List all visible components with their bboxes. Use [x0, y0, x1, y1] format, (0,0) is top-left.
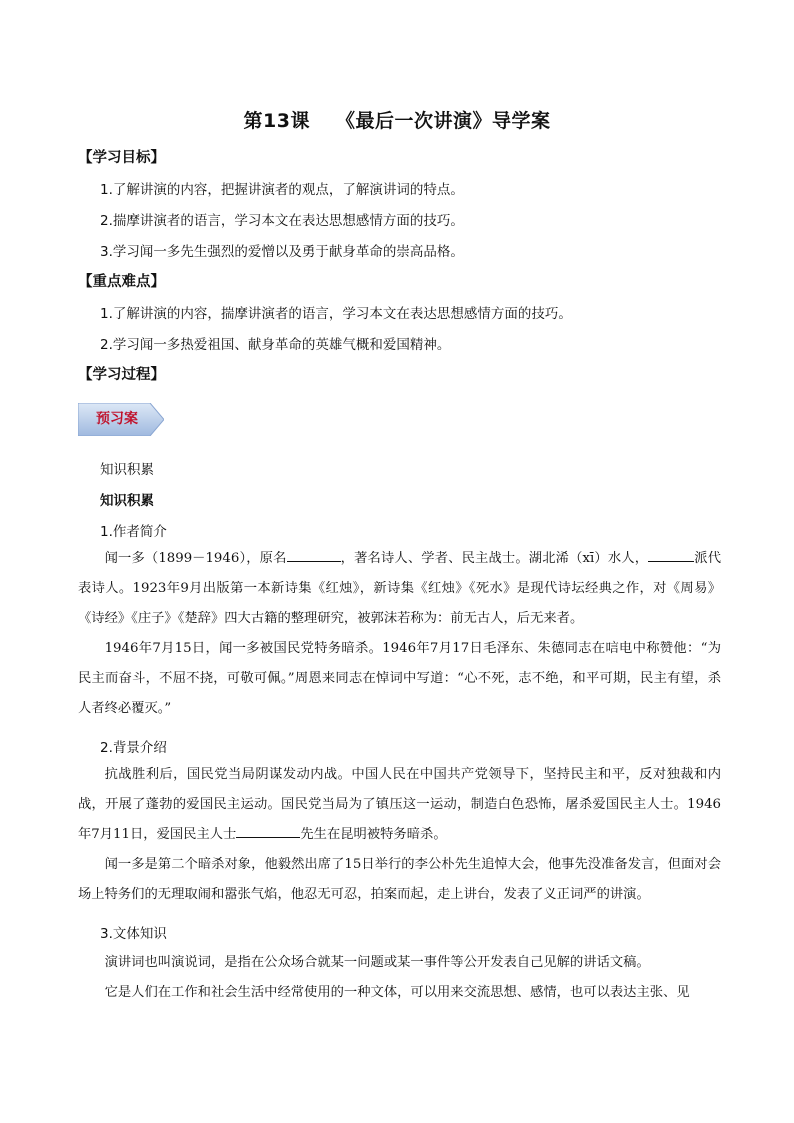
genre-paragraph-2: 它是人们在工作和社会生活中经常使用的一种文体，可以用来交流思想、感情，也可以表达主张、见	[104, 985, 690, 1000]
goal-item-3: 3.学习闻一多先生强烈的爱憎以及勇于献身革命的崇高品格。	[100, 244, 464, 260]
blank-original-name	[287, 547, 341, 562]
author-heading: 1.作者简介	[100, 524, 167, 540]
blank-murdered-person	[236, 823, 300, 838]
genre-section	[78, 948, 721, 1008]
author-paragraph-2: 1946年7月15日，闻一多被国民党特务暗杀。1946年7月17日毛泽东、朱德同志在唁电中称赞他：“为民主而奋斗，不屈不挠，可敬可佩。”周恩来同志在悼词中写道：“心不死，志不绝，和平可期，民主有望，杀人者终必覆灭。”	[78, 641, 721, 716]
lesson-number: 第13课	[243, 110, 310, 132]
blank-poetry-school	[648, 547, 694, 562]
background-paragraph-2: 闻一多是第二个暗杀对象，他毅然出席了15日举行的李公朴先生追悼大会，他事先没准备发言，但面对会场上特务们的无理取闹和嚣张气焰，他忍无可忍，拍案而起，走上讲台，发表了义正词严的讲演。	[78, 857, 721, 902]
keypoints-heading: 【重点难点】	[78, 274, 165, 290]
keypoint-item-1: 1.了解讲演的内容，揣摩讲演者的语言，学习本文在表达思想感情方面的技巧。	[100, 306, 572, 322]
keypoint-item-2: 2.学习闻一多热爱祖国、献身革命的英雄气概和爱国精神。	[100, 337, 451, 353]
author-section	[78, 544, 721, 724]
genre-heading: 3.文体知识	[100, 926, 167, 942]
background-section	[78, 760, 721, 910]
knowledge-title-bold: 知识积累	[100, 493, 154, 509]
genre-paragraph-1: 演讲词也叫演说词，是指在公众场合就某一问题或某一事件等公开发表自己见解的讲话文稿。	[104, 955, 650, 970]
preview-tag	[78, 403, 164, 436]
background-heading: 2.背景介绍	[100, 740, 167, 756]
page-title	[0, 106, 794, 133]
knowledge-title: 知识积累	[100, 462, 154, 478]
lesson-name: 《最后一次讲演》导学案	[335, 110, 551, 132]
goals-heading: 【学习目标】	[78, 150, 165, 166]
goal-item-2: 2.揣摩讲演者的语言，学习本文在表达思想感情方面的技巧。	[100, 213, 464, 229]
process-heading: 【学习过程】	[78, 367, 165, 383]
goal-item-1: 1.了解讲演的内容，把握讲演者的观点，了解演讲词的特点。	[100, 182, 464, 198]
preview-tag-label: 预习案	[96, 411, 138, 427]
background-paragraph-1: 抗战胜利后，国民党当局阴谋发动内战。中国人民在中国共产党领导下，坚持民主和平，反对独裁和内战，开展了蓬勃的爱国民主运动。国民党当局为了镇压这一运动，制造白色恐怖，屠杀爱国民主人士。1946年7月11日，爱国民主人士 先生在昆明被特务暗杀。	[78, 767, 721, 842]
author-paragraph-1: 闻一多（1899－1946），原名 ，著名诗人、学者、民主战士。湖北浠（xī）水人， 派代表诗人。1923年9月出版第一本新诗集《红烛》，新诗集《红烛》《死水》是现代诗坛经典之作，对《周易》《诗经》《庄子》《楚辞》四大古籍的整理研究，被郭沫若称为：前无古人，后无来者。	[78, 544, 721, 634]
